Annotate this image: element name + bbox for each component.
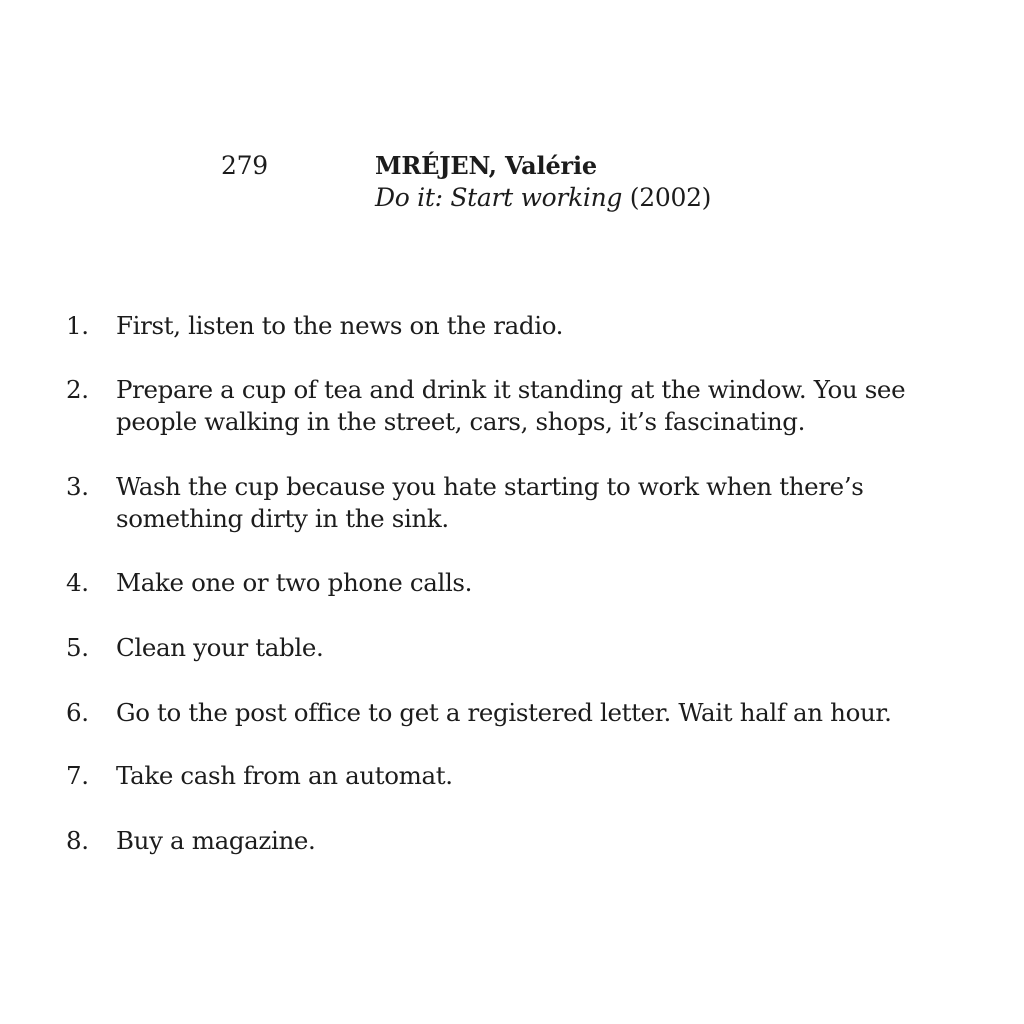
entry-number: 279 — [221, 151, 268, 180]
list-item — [66, 471, 966, 535]
item-line: Prepare a cup of tea and drink it standing at the window. You see — [116, 375, 906, 404]
item-number: 7. — [66, 761, 89, 790]
list-item — [66, 760, 966, 792]
item-text — [116, 567, 966, 599]
list-item — [66, 567, 966, 599]
item-line: something dirty in the sink. — [116, 504, 449, 533]
author-name: MRÉJEN, Valérie — [375, 151, 597, 180]
item-line: Wash the cup because you hate starting to work when there’s — [116, 472, 864, 501]
item-number: 1. — [66, 311, 89, 340]
entry-heading — [375, 150, 975, 214]
item-line: Clean your table. — [116, 633, 324, 662]
item-text — [116, 374, 966, 438]
item-text — [116, 760, 966, 792]
work-title: Do it: Start working — [375, 183, 623, 212]
item-line: Go to the post office to get a registered letter. Wait half an hour. — [116, 698, 892, 727]
list-item — [66, 697, 966, 729]
item-text — [116, 632, 966, 664]
item-number: 4. — [66, 568, 89, 597]
item-text — [116, 825, 966, 857]
item-line: Take cash from an automat. — [116, 761, 453, 790]
work-citation — [375, 182, 975, 214]
item-number: 2. — [66, 375, 89, 404]
work-year: (2002) — [629, 183, 712, 212]
item-number: 8. — [66, 826, 89, 855]
item-line: Make one or two phone calls. — [116, 568, 473, 597]
item-text — [116, 310, 966, 342]
item-text — [116, 471, 966, 535]
item-line: First, listen to the news on the radio. — [116, 311, 564, 340]
item-number: 6. — [66, 698, 89, 727]
list-item — [66, 632, 966, 664]
item-number: 3. — [66, 472, 89, 501]
item-number: 5. — [66, 633, 89, 662]
list-item — [66, 374, 966, 438]
list-item — [66, 825, 966, 857]
item-line: people walking in the street, cars, shops, it’s fascinating. — [116, 407, 806, 436]
list-item — [66, 310, 966, 342]
item-text — [116, 697, 966, 729]
item-line: Buy a magazine. — [116, 826, 316, 855]
